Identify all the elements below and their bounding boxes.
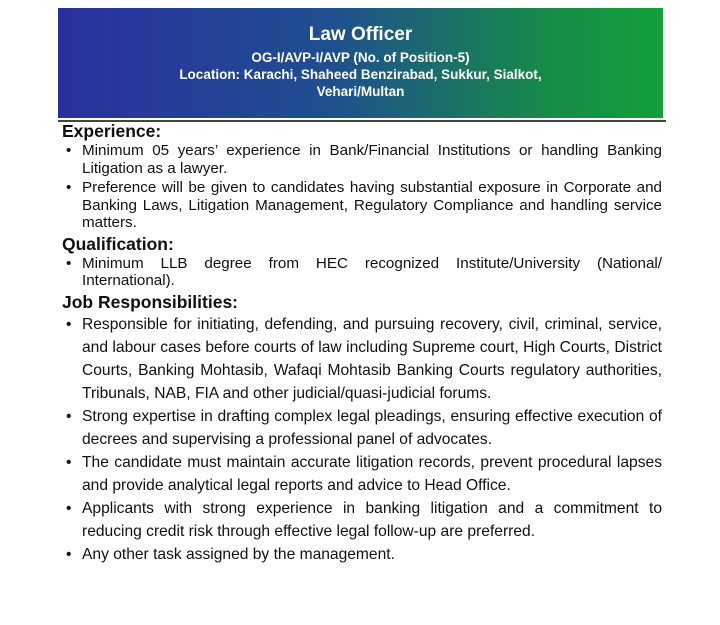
bullet-icon: • — [66, 453, 72, 471]
bullet-icon: • — [66, 254, 72, 272]
list-item: • Minimum 05 years’ experience in Bank/Financial Institutions or handling Banking Litigation as a lawyer. — [66, 142, 662, 177]
list-item: • Strong expertise in drafting complex legal pleadings, ensuring effective execution of decrees and supervising a professional panel of advocates. — [62, 405, 662, 451]
list-item: • Responsible for initiating, defending, and pursuing recovery, civil, criminal, service, and labour cases before courts of law including Supreme court, High Courts, District Courts, Banking Mohtasib, Wafaqi Mohtasib Banking Courts regulatory authorities, Tribunals, NAB, FIA and other judicial/quasi-judicial forums. — [62, 313, 662, 405]
job-grade: OG-I/AVP-I/AVP (No. of Position-5) — [251, 50, 470, 65]
bullet-icon: • — [66, 179, 72, 196]
bullet-icon: • — [66, 545, 72, 563]
bullet-icon: • — [66, 407, 72, 425]
list-item: • Minimum LLB degree from HEC recognized Institute/University (National/ International). — [66, 254, 662, 289]
job-title: Law Officer — [308, 24, 413, 45]
job-location-line-1: Location: Karachi, Shaheed Benzirabad, Sukkur, Sialkot, — [179, 67, 542, 82]
bullet-icon: • — [66, 499, 72, 517]
responsibilities-list — [62, 313, 662, 566]
bullet-icon: • — [66, 315, 72, 333]
job-location-line-2: Vehari/Multan — [316, 84, 405, 99]
list-item: • The candidate must maintain accurate litigation records, prevent procedural lapses and provide analytical legal reports and advice to Head Office. — [62, 451, 662, 497]
responsibilities-heading: Job Responsibilities: — [62, 291, 238, 312]
qualification-list — [62, 255, 662, 290]
list-item: • Applicants with strong experience in banking litigation and a commitment to reducing credit risk through effective legal follow-up are preferred. — [62, 497, 662, 543]
job-details — [62, 121, 662, 566]
qualification-heading: Qualification: — [62, 233, 174, 254]
job-header-banner — [58, 8, 663, 118]
list-item: • Preference will be given to candidates having substantial exposure in Corporate and Banking Laws, Litigation Management, Regulatory Compliance and handling service matters. — [66, 179, 662, 231]
experience-heading: Experience: — [62, 121, 162, 141]
bullet-icon: • — [66, 142, 72, 159]
list-item: • Any other task assigned by the management. — [62, 543, 662, 566]
experience-list — [62, 142, 662, 232]
